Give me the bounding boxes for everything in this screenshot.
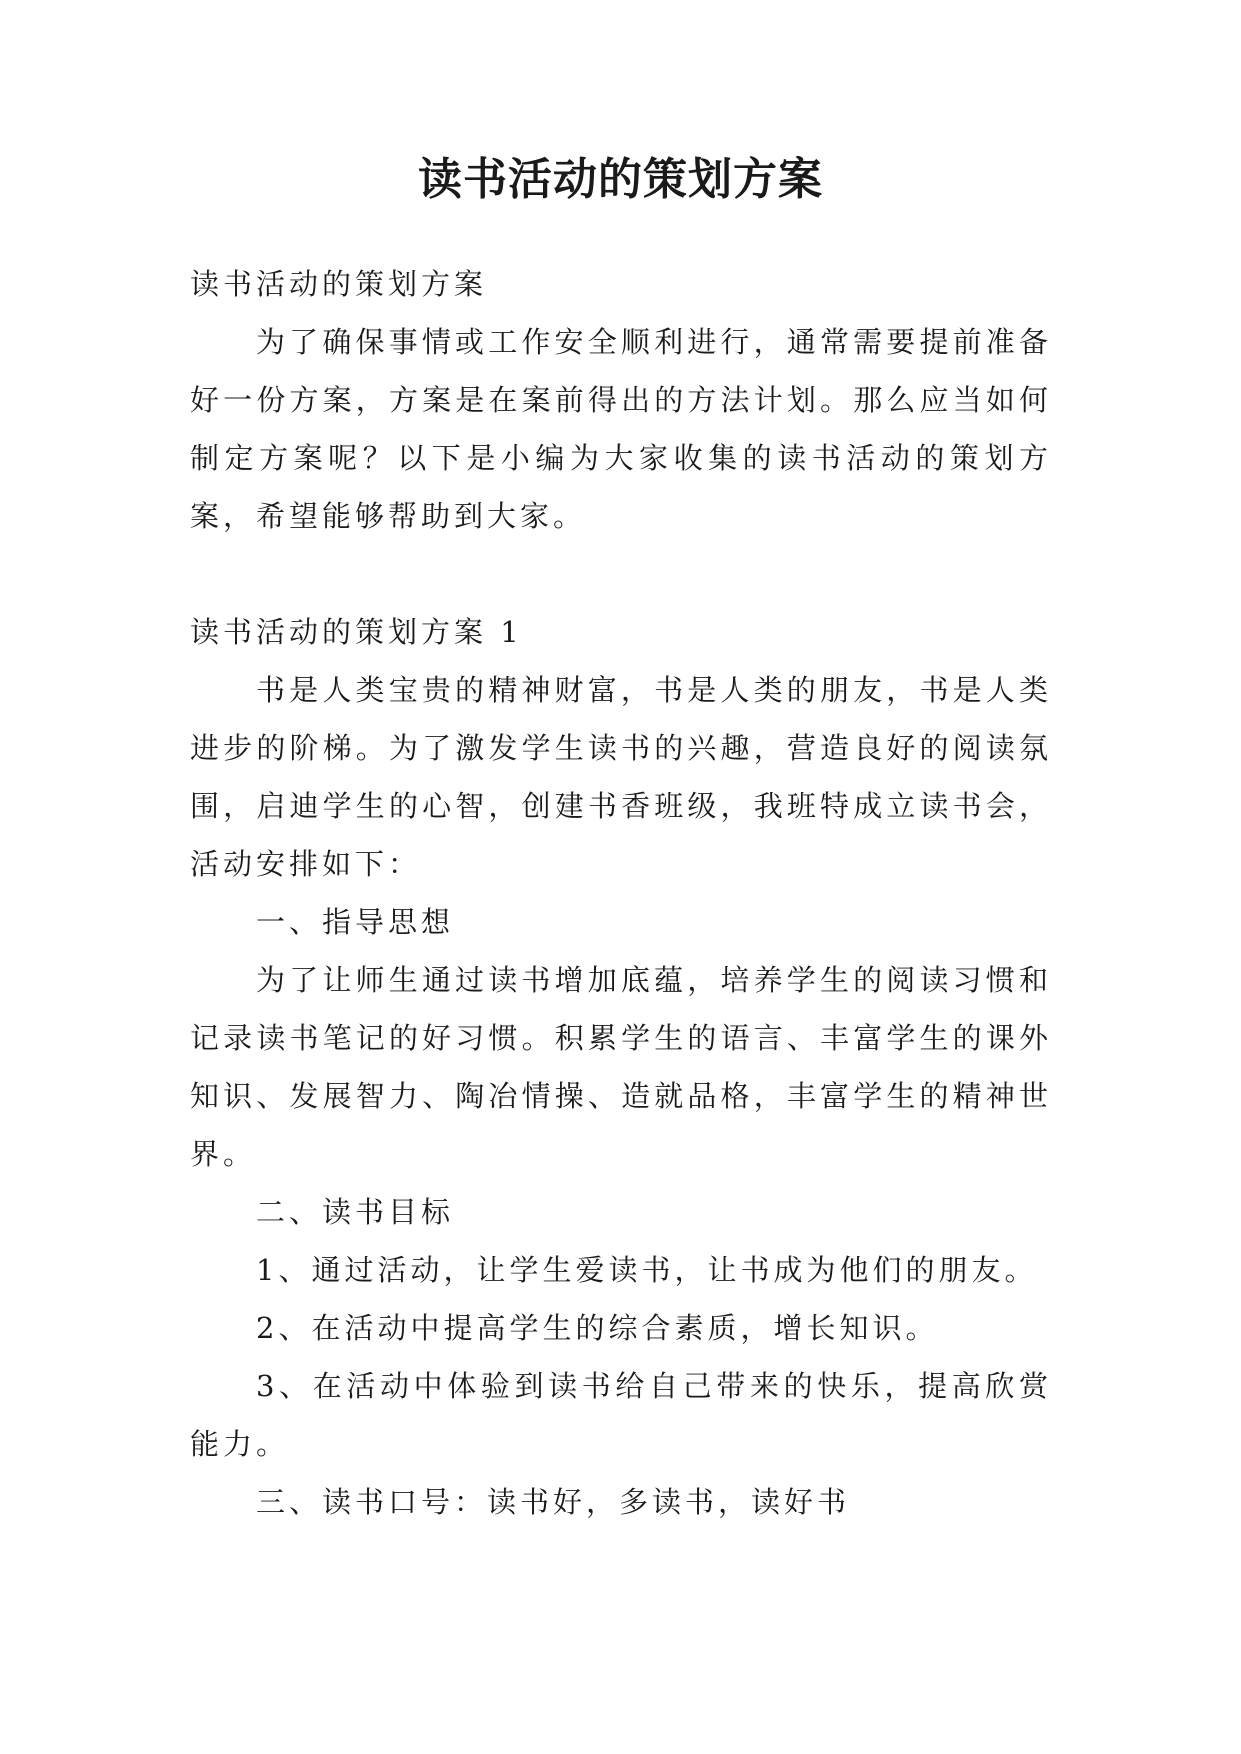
intro-paragraph: 为了确保事情或工作安全顺利进行，通常需要提前准备好一份方案，方案是在案前得出的方法计划。那么应当如何制定方案呢？以下是小编为大家收集的读书活动的策划方案，希望能够帮助到大家。 — [190, 325, 1052, 533]
subtitle: 读书活动的策划方案 — [190, 267, 488, 301]
document-body — [190, 255, 1052, 1531]
section-heading: 读书活动的策划方案 1 — [190, 615, 523, 649]
goal-item-1: 1、通过活动，让学生爱读书，让书成为他们的朋友。 — [256, 1253, 1038, 1287]
guide-paragraph: 为了让师生通过读书增加底蕴，培养学生的阅读习惯和记录读书笔记的好习惯。积累学生的语言、丰富学生的课外知识、发展智力、陶冶情操、造就品格，丰富学生的精神世界。 — [190, 963, 1052, 1171]
slogan-line: 三、读书口号：读书好，多读书，读好书 — [256, 1485, 851, 1519]
document-title: 读书活动的策划方案 — [418, 154, 823, 205]
goals-heading: 二、读书目标 — [256, 1195, 455, 1229]
section-paragraph: 书是人类宝贵的精神财富，书是人类的朋友，书是人类进步的阶梯。为了激发学生读书的兴趣，营造良好的阅读氛围，启迪学生的心智，创建书香班级，我班特成立读书会，活动安排如下： — [190, 673, 1052, 881]
guide-heading: 一、指导思想 — [256, 905, 455, 939]
goal-item-2: 2、在活动中提高学生的综合素质，增长知识。 — [256, 1311, 939, 1345]
section-spacer — [190, 545, 1052, 603]
goal-item-3: 3、在活动中体验到读书给自己带来的快乐，提高欣赏能力。 — [190, 1369, 1052, 1461]
